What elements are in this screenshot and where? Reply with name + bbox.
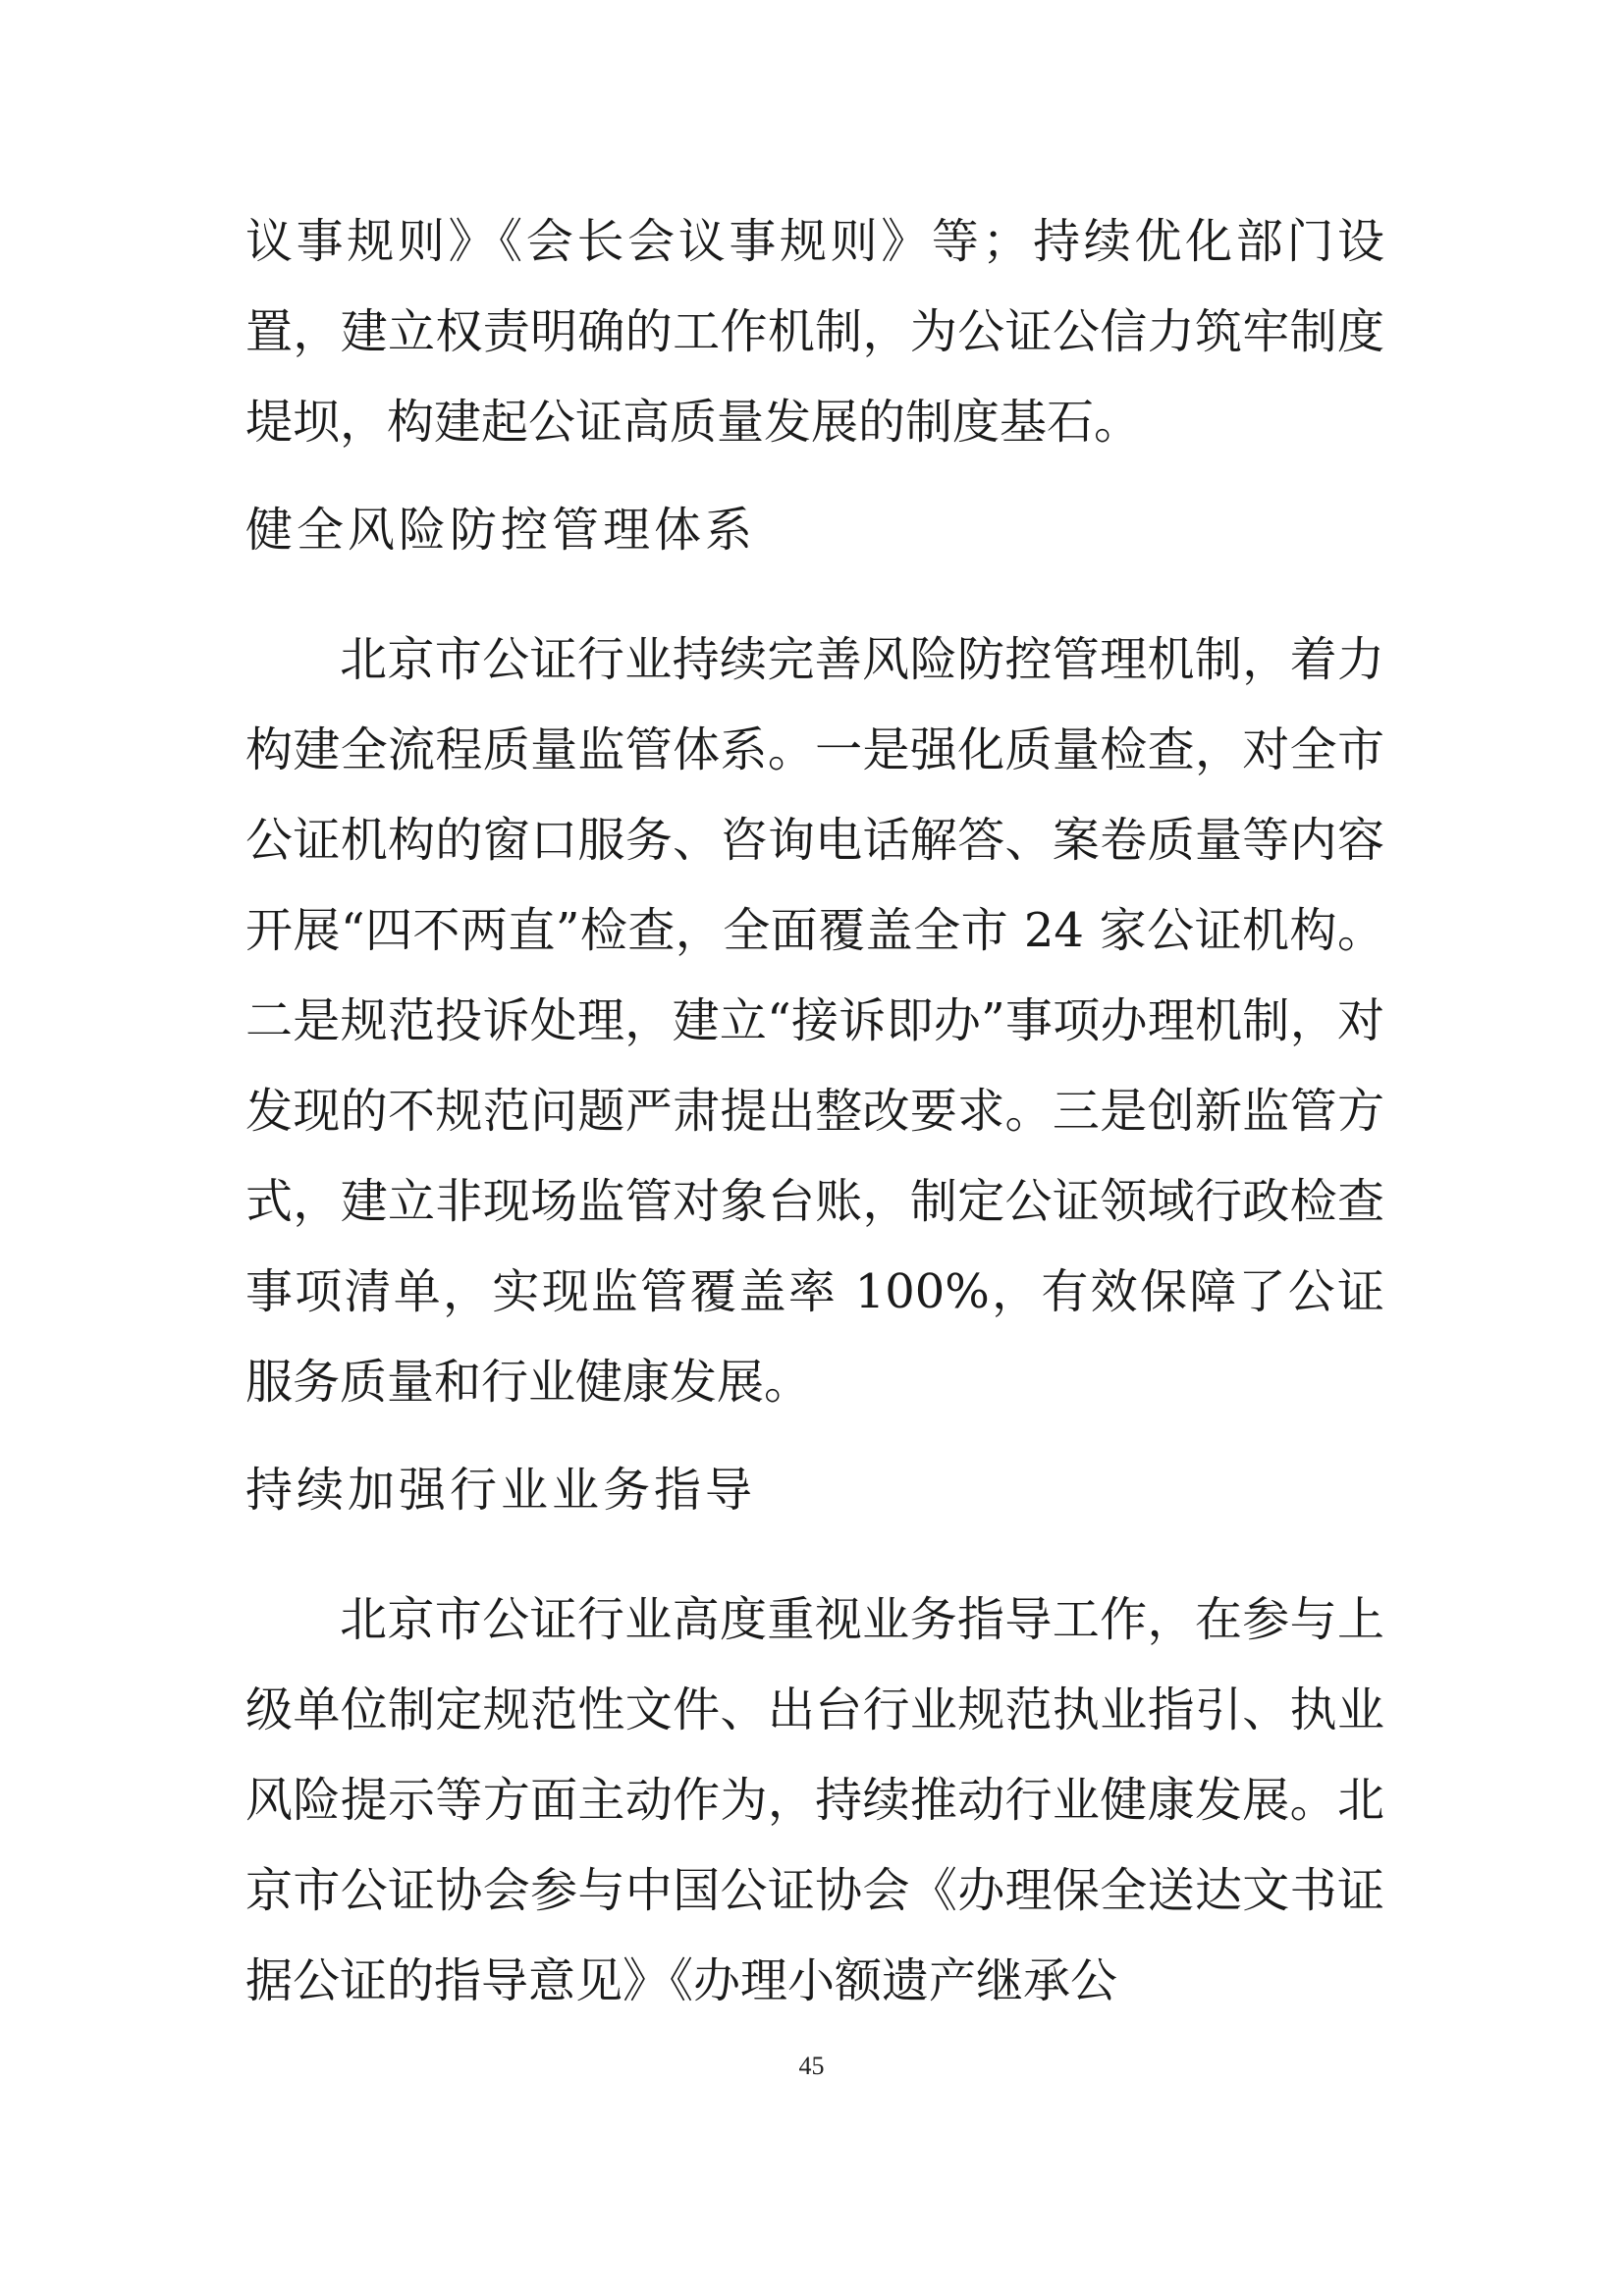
page-number: 45 bbox=[798, 2052, 825, 2080]
section-heading-business-guidance: 持续加强行业业务指导 bbox=[245, 1463, 757, 1518]
paragraph-risk-control: 北京市公证行业持续完善风险防控管理机制，着力构建全流程质量监管体系。一是强化质量检查，对全市公证机构的窗口服务、咨询电话解答、案卷质量等内容开展“四不两直”检查，全面覆盖全市 24 家公证机构。二是规范投诉处理，建立“接诉即办”事项办理机制，对发现的不规范问题严肃提出整改要求。三是创新监管方式，建立非现场监管对象台账，制定公证领域行政检查事项清单，实现监管覆盖率 100%，有效保障了公证服务质量和行业健康发展。 bbox=[245, 632, 1384, 1410]
section-heading-risk-control: 健全风险防控管理体系 bbox=[245, 503, 757, 558]
page-body bbox=[245, 196, 1384, 2026]
paragraph-continued: 议事规则》《会长会议事规则》等；持续优化部门设置，建立权责明确的工作机制，为公证公信力筑牢制度堤坝，构建起公证高质量发展的制度基石。 bbox=[245, 214, 1384, 450]
paragraph-business-guidance: 北京市公证行业高度重视业务指导工作，在参与上级单位制定规范性文件、出台行业规范执业指引、执业风险提示等方面主动作为，持续推动行业健康发展。北京市公证协会参与中国公证协会《办理保全送达文书证据公证的指导意见》《办理小额遗产继承公 bbox=[245, 1592, 1384, 2008]
